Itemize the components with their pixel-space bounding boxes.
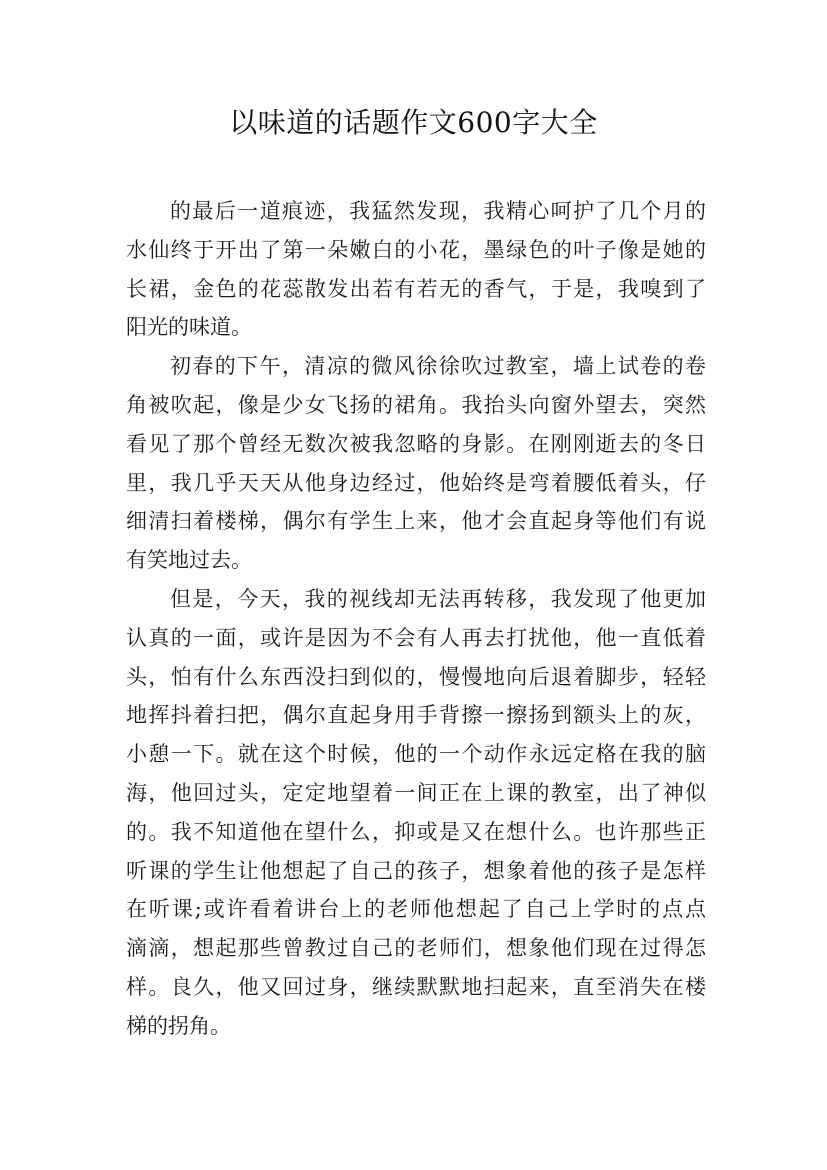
- paragraph-1-line-3: 长裙，金色的花蕊散发出若有若无的香气，于是，我嗅到了: [126, 276, 706, 301]
- paragraph-3-line-4: 地挥抖着扫把，偶尔直起身用手背擦一擦扬到额头上的灰，: [126, 703, 706, 728]
- paragraph-2-line-4: 里，我几乎天天从他身边经过，他始终是弯着腰低着头，仔: [126, 470, 706, 495]
- paragraph-3-line-2: 认真的一面，或许是因为不会有人再去打扰他，他一直低着: [126, 625, 706, 650]
- paragraph-3-line-11: 样。良久，他又回过身，继续默默地扫起来，直至消失在楼: [126, 974, 706, 999]
- paragraph-3-line-7: 的。我不知道他在望什么，抑或是又在想什么。也许那些正: [126, 819, 706, 844]
- paragraph-3-line-3: 头，怕有什么东西没扫到似的，慢慢地向后退着脚步，轻轻: [126, 664, 706, 689]
- paragraph-2-line-5: 细清扫着楼梯，偶尔有学生上来，他才会直起身等他们有说: [126, 509, 706, 534]
- paragraph-3-line-6: 海，他回过头，定定地望着一间正在上课的教室，出了神似: [126, 780, 706, 805]
- paragraph-3-line-10: 滴滴，想起那些曾教过自己的老师们，想象他们现在过得怎: [126, 936, 706, 961]
- paragraph-2-line-1: 初春的下午，清凉的微风徐徐吹过教室，墙上试卷的卷: [170, 354, 706, 379]
- paragraph-3-line-5: 小憩一下。就在这个时候，他的一个动作永远定格在我的脑: [126, 742, 706, 767]
- paragraph-3-line-9: 在听课;或许看着讲台上的老师他想起了自己上学时的点点: [126, 897, 706, 922]
- paragraph-2-line-2: 角被吹起，像是少女飞扬的裙角。我抬头向窗外望去，突然: [126, 392, 706, 417]
- paragraph-1-line-4: 阳光的味道。: [126, 315, 252, 340]
- paragraph-1-line-2: 水仙终于开出了第一朵嫩白的小花，墨绿色的叶子像是她的: [126, 237, 706, 262]
- paragraph-3-line-8: 听课的学生让他想起了自己的孩子，想象着他的孩子是怎样: [126, 858, 706, 883]
- paragraph-3-line-12: 梯的拐角。: [126, 1013, 231, 1038]
- paragraph-2-line-6: 有笑地过去。: [126, 548, 252, 573]
- paragraph-1-line-1: 的最后一道痕迹，我猛然发现，我精心呵护了几个月的: [170, 199, 706, 223]
- paragraph-2-line-3: 看见了那个曾经无数次被我忽略的身影。在刚刚逝去的冬日: [126, 431, 706, 456]
- paragraph-3-line-1: 但是，今天，我的视线却无法再转移，我发现了他更加: [170, 586, 706, 611]
- page-title: 以味道的话题作文600字大全: [229, 106, 598, 139]
- article-body: [126, 192, 706, 1046]
